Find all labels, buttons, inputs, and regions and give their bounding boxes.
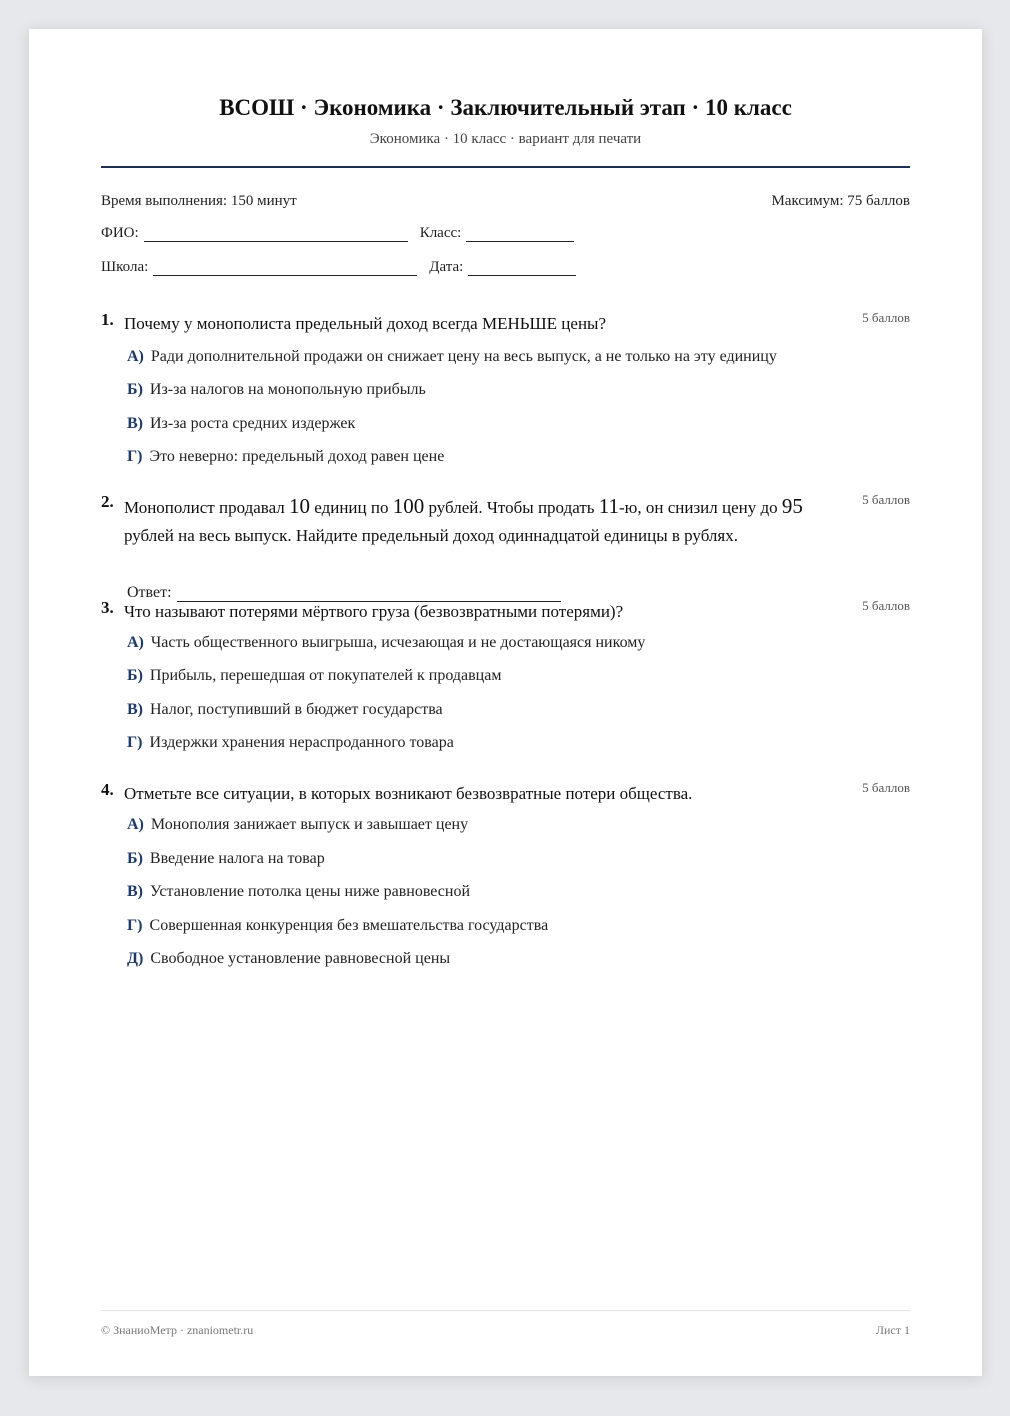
option-text: Часть общественного выигрыша, исчезающая и не достающаяся никому — [150, 634, 646, 651]
fio-label: ФИО: — [101, 225, 139, 241]
question-text: Почему у монополиста предельный доход всегда МЕНЬШЕ цены? — [124, 314, 607, 333]
title-divider — [101, 166, 910, 168]
page-subtitle: Экономика · 10 класс · вариант для печати — [369, 131, 642, 147]
question-points: 5 баллов — [862, 780, 910, 795]
answer-option[interactable] — [127, 734, 454, 752]
page-title: ВСОШ · Экономика · Заключительный этап · 10 класс — [219, 95, 792, 120]
answer-option[interactable] — [127, 850, 325, 868]
time-limit: Время выполнения: 150 минут — [101, 193, 297, 209]
option-letter: Б) — [127, 850, 143, 867]
question-text: Отметьте все ситуации, в которых возникают безвозвратные потери общества. — [124, 784, 693, 803]
option-text: Введение налога на товар — [149, 850, 325, 867]
option-letter: А) — [127, 348, 144, 365]
answer-label: Ответ: — [127, 584, 172, 601]
answer-option[interactable] — [127, 701, 443, 719]
option-text: Из-за налогов на монопольную прибыль — [149, 381, 426, 398]
option-letter: В) — [127, 415, 143, 432]
school-date-row — [101, 259, 588, 276]
option-letter: А) — [127, 816, 144, 833]
option-text: Прибыль, перешедшая от покупателей к продавцам — [149, 667, 502, 684]
option-text: Налог, поступивший в бюджет государства — [150, 701, 443, 718]
date-label: Дата: — [429, 259, 464, 275]
option-letter: В) — [127, 883, 143, 900]
question-points: 5 баллов — [862, 598, 910, 613]
answer-option[interactable] — [127, 950, 450, 968]
school-field[interactable] — [153, 261, 417, 276]
answer-option[interactable] — [127, 634, 645, 652]
answer-option[interactable] — [127, 883, 470, 901]
option-letter: А) — [127, 634, 144, 651]
question-number: 1. — [101, 310, 114, 329]
option-letter: Д) — [127, 950, 144, 967]
option-letter: Г) — [127, 917, 143, 934]
question-number: 4. — [101, 780, 114, 799]
question-points: 5 баллов — [862, 310, 910, 325]
option-letter: Г) — [127, 448, 143, 465]
option-text: Совершенная конкуренция без вмешательства государства — [149, 917, 549, 934]
option-text: Издержки хранения нераспроданного товара — [149, 734, 454, 751]
answer-option[interactable] — [127, 667, 501, 685]
option-text: Свободное установление равновесной цены — [150, 950, 451, 967]
option-text: Ради дополнительной продажи он снижает цену на весь выпуск, а не только на эту единицу — [150, 348, 777, 365]
option-letter: Б) — [127, 381, 143, 398]
option-text: Монополия занижает выпуск и завышает цену — [150, 816, 469, 833]
question-number: 2. — [101, 492, 114, 511]
question-text: Что называют потерями мёртвого груза (безвозвратными потерями)? — [124, 602, 624, 621]
fio-class-row — [101, 225, 586, 242]
option-letter: Б) — [127, 667, 143, 684]
answer-option[interactable] — [127, 816, 468, 834]
class-field[interactable] — [466, 227, 574, 242]
question-text: Монополист продавал 10 единиц по 100 рублей. Чтобы продать 11-ю, он снизил цену до 95 рублей на весь выпуск. Найдите предельный доход одиннадцатой единицы в рублях. — [124, 494, 803, 545]
max-score: Максимум: 75 баллов — [771, 193, 910, 209]
answer-option[interactable] — [127, 348, 777, 366]
option-text: Установление потолка цены ниже равновесной — [150, 883, 471, 900]
answer-option[interactable] — [127, 381, 426, 399]
option-text: Это неверно: предельный доход равен цене — [149, 448, 445, 465]
printable-sheet — [29, 29, 982, 1376]
page-number: Лист 1 — [875, 1323, 910, 1337]
class-label: Класс: — [419, 225, 462, 241]
answer-option[interactable] — [127, 415, 355, 433]
footer-divider — [101, 1310, 910, 1311]
question-points: 5 баллов — [862, 492, 910, 507]
sheet-content — [101, 29, 910, 1376]
question-number: 3. — [101, 598, 114, 617]
option-letter: Г) — [127, 734, 143, 751]
option-letter: В) — [127, 701, 143, 718]
date-field[interactable] — [468, 261, 576, 276]
footer-copyright: © ЗнаниоМетр · znaniometr.ru — [101, 1323, 254, 1337]
fio-field[interactable] — [144, 227, 408, 242]
answer-option[interactable] — [127, 448, 444, 466]
school-label: Школа: — [101, 259, 149, 275]
answer-option[interactable] — [127, 917, 548, 935]
option-text: Из-за роста средних издержек — [150, 415, 356, 432]
